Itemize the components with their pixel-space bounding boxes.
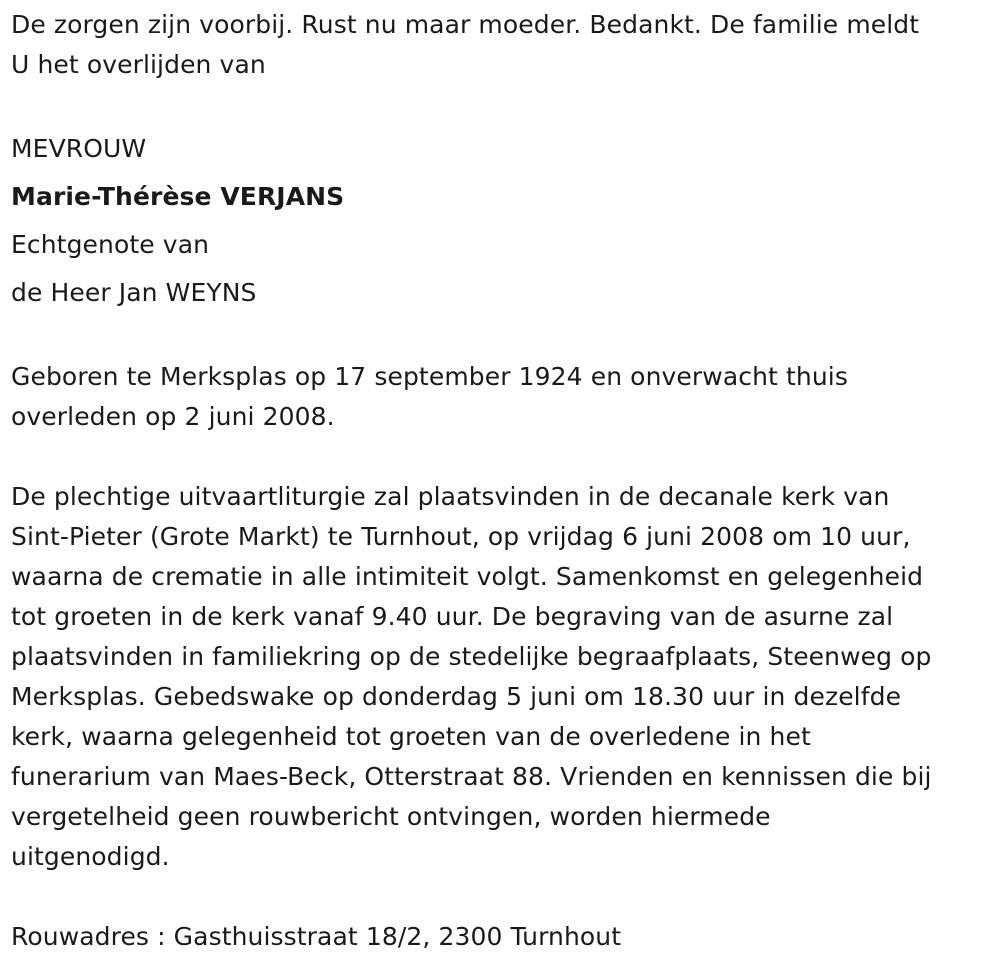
funeral-line: Sint-Pieter (Grote Markt) te Turnhout, op vrijdag 6 juni 2008 om 10 uur,: [11, 522, 911, 551]
funeral-line: uitgenodigd.: [11, 842, 170, 871]
funeral-line: De plechtige uitvaartliturgie zal plaatsvinden in de decanale kerk van: [11, 482, 890, 511]
funeral-line: funerarium van Maes-Beck, Otterstraat 88. Vrienden en kennissen die bij: [11, 762, 932, 791]
funeral-paragraph: [11, 477, 986, 877]
address-paragraph: [11, 917, 986, 957]
spacer: [11, 437, 986, 477]
mourning-address: Rouwadres : Gasthuisstraat 18/2, 2300 Turnhout: [11, 922, 622, 951]
spacer: [11, 317, 986, 357]
deceased-spouse: de Heer Jan WEYNS: [11, 278, 257, 307]
intro-line: De zorgen zijn voorbij. Rust nu maar moeder. Bedankt. De familie meldt: [11, 10, 920, 39]
obituary-notice: [11, 5, 986, 957]
deceased-block: [11, 125, 986, 317]
intro-line: U het overlijden van: [11, 50, 266, 79]
intro-paragraph: [11, 5, 986, 85]
funeral-line: tot groeten in de kerk vanaf 9.40 uur. De begraving van de asurne zal: [11, 602, 894, 631]
deceased-relation: Echtgenote van: [11, 230, 210, 259]
birth-death-line: Geboren te Merksplas op 17 september 1924 en onverwacht thuis: [11, 362, 848, 391]
deceased-name: Marie-Thérèse VERJANS: [11, 182, 345, 211]
spacer: [11, 877, 986, 917]
funeral-line: plaatsvinden in familiekring op de stedelijke begraafplaats, Steenweg op: [11, 642, 932, 671]
deceased-title: MEVROUW: [11, 134, 147, 163]
funeral-line: Merksplas. Gebedswake op donderdag 5 juni om 18.30 uur in dezelfde: [11, 682, 902, 711]
birth-death-line: overleden op 2 juni 2008.: [11, 402, 335, 431]
spacer: [11, 85, 986, 125]
birth-death-paragraph: [11, 357, 986, 437]
funeral-line: kerk, waarna gelegenheid tot groeten van de overledene in het: [11, 722, 811, 751]
funeral-line: waarna de crematie in alle intimiteit volgt. Samenkomst en gelegenheid: [11, 562, 924, 591]
funeral-line: vergetelheid geen rouwbericht ontvingen, worden hiermede: [11, 802, 771, 831]
